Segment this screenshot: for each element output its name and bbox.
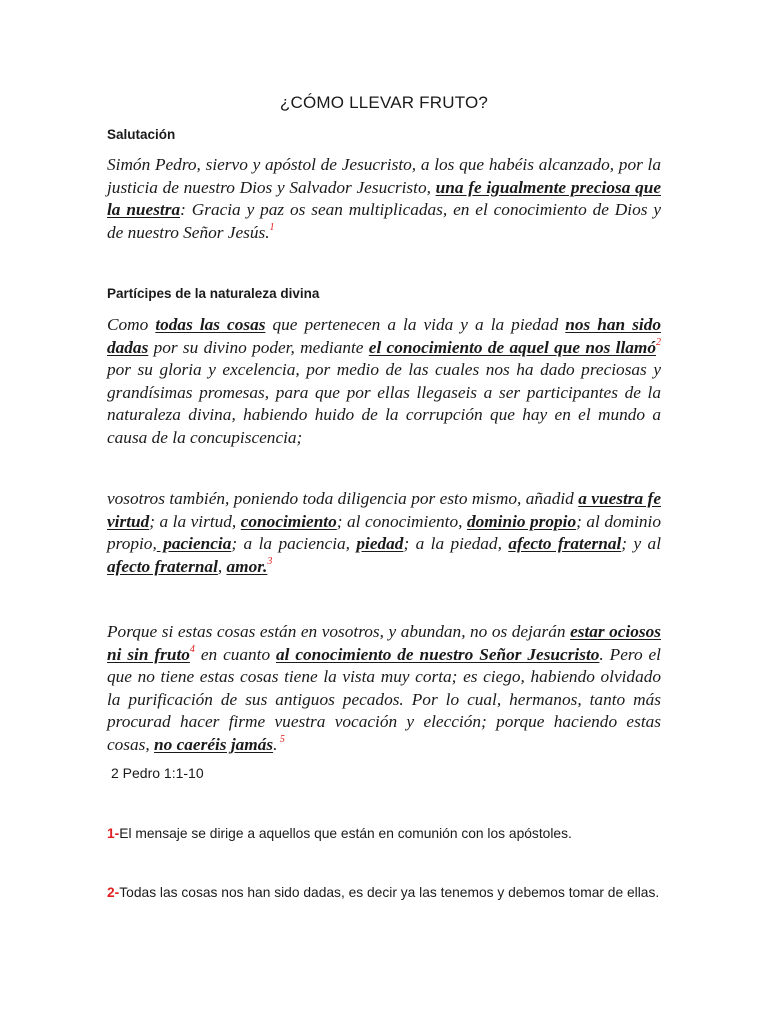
text-run: . Pero el que no tiene estas cosas tiene la vista muy corta; es ciego, habiendo olvidado la purificación de sus antiguos pecados. Por lo cual, hermanos, tanto más procurad hacer firme vuestra vocación y elección; porque haciendo estas cosas, — [107, 644, 661, 754]
emphasis-text: afecto fraternal — [508, 534, 622, 554]
emphasis-text: estar ociosos ni sin fruto — [107, 622, 662, 664]
text-run: Simón Pedro, siervo y apóstol de Jesucristo, a los que habéis alcanzado, por la justicia de nuestro Dios y Salvador Jesucristo, — [107, 155, 661, 197]
footnote-text: Todas las cosas nos han sido dadas, es decir ya las tenemos y debemos tomar de ellas. — [119, 885, 660, 900]
footnote-marker: 2 — [656, 336, 661, 348]
text-run: ; y al — [621, 534, 661, 554]
text-run: ; a la paciencia, — [231, 534, 357, 554]
footnote-text: El mensaje se dirige a aquellos que están en comunión con los apóstoles. — [119, 826, 572, 841]
emphasis-text: piedad — [356, 534, 404, 554]
document-title: ¿CÓMO LLEVAR FRUTO? — [279, 93, 489, 112]
footnote-marker: 3 — [267, 556, 273, 568]
paragraph-participes — [107, 314, 661, 450]
footnote-number: 1- — [107, 826, 120, 841]
paragraph-virtudes — [107, 488, 661, 578]
emphasis-text: a vuestra fe virtud — [107, 489, 661, 531]
text-run: , — [217, 556, 227, 576]
emphasis-text: al conocimiento de nuestro Señor Jesucristo — [276, 644, 600, 664]
text-run: Porque si estas cosas están en vosotros, y abundan, no os dejarán — [107, 622, 571, 641]
text-run: : Gracia y paz os sean multiplicadas, en el conocimiento de Dios y de nuestro Señor Jesús. — [107, 200, 661, 242]
text-run: en cuanto — [194, 644, 277, 664]
paragraph-fruto — [107, 621, 661, 757]
text-run: que pertenecen a la vida y a la piedad — [265, 315, 566, 334]
text-run: ; al conocimiento, — [336, 511, 467, 531]
emphasis-text: una fe igualmente preciosa que la nuestra — [107, 177, 661, 220]
emphasis-text: paciencia — [156, 534, 232, 554]
bible-reference: 2 Pedro 1:1-10 — [111, 765, 204, 781]
footnote-2 — [107, 883, 667, 902]
footnote-marker: 1 — [269, 222, 275, 234]
text-run: por su gloria y excelencia, por medio de las cuales nos ha dado preciosas y grandísimas promesas, para que por ellas llegaseis a ser participantes de la naturaleza divina, habiendo huido de la corrupción que hay en el mundo a causa de la concupiscencia; — [107, 360, 661, 447]
text-run: vosotros también, poniendo toda diligencia por esto mismo, añadid — [107, 489, 579, 508]
text-run: por su divino poder, mediante — [148, 337, 369, 357]
emphasis-text: no caeréis jamás — [154, 734, 274, 754]
section-heading-participes: Partícipes de la naturaleza divina — [107, 286, 320, 301]
emphasis-text: nos han sido dadas — [107, 315, 661, 357]
emphasis-text: conocimiento — [240, 511, 337, 531]
text-run: ; a la piedad, — [403, 534, 509, 554]
text-run: . — [273, 734, 278, 754]
emphasis-text: el conocimiento de aquel que nos llamó — [368, 337, 656, 357]
emphasis-text: afecto fraternal — [107, 556, 218, 576]
emphasis-text: todas las cosas — [155, 315, 266, 334]
emphasis-text: amor. — [226, 556, 268, 576]
footnote-marker: 5 — [277, 734, 285, 746]
footnote-marker: 4 — [189, 643, 195, 655]
paragraph-salutacion — [107, 154, 661, 244]
section-heading-salutacion: Salutación — [107, 127, 176, 142]
footnote-1 — [107, 824, 667, 843]
text-run: ; al dominio propio, — [107, 511, 661, 554]
emphasis-text: dominio propio — [466, 511, 577, 531]
text-run: Como — [107, 315, 156, 334]
text-run: ; a la virtud, — [149, 511, 241, 531]
footnote-number: 2- — [107, 885, 120, 900]
